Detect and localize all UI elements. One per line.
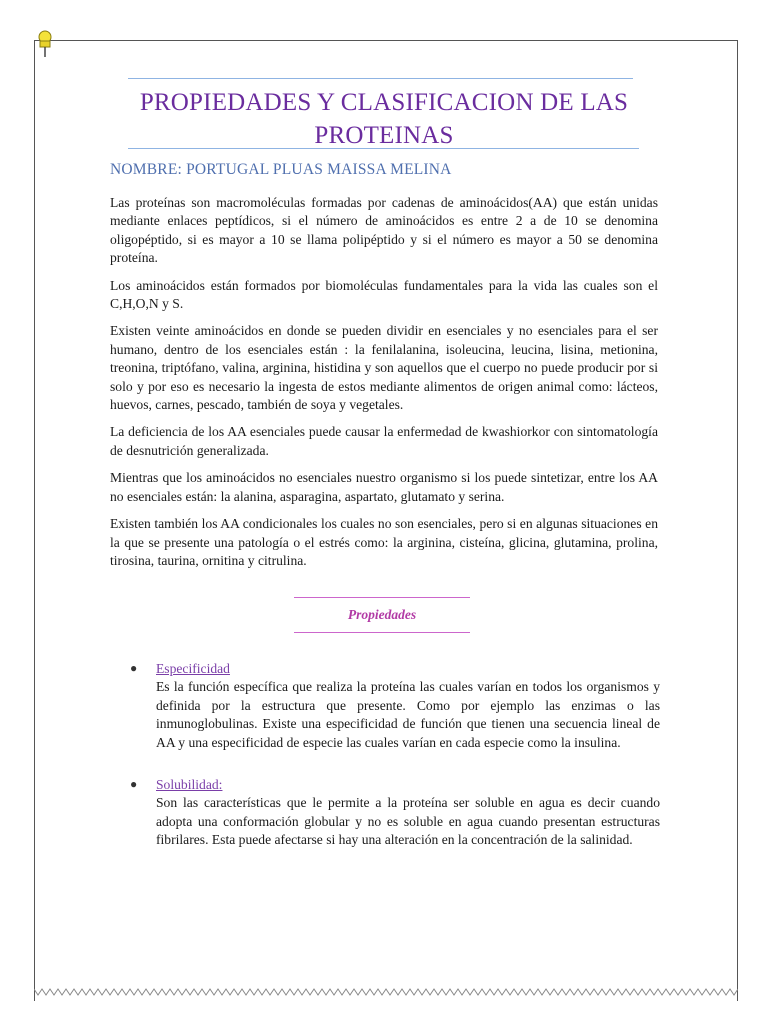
pushpin-icon[interactable] bbox=[33, 30, 57, 58]
property-title[interactable]: Solubilidad: bbox=[156, 777, 223, 793]
title-rule-bottom bbox=[128, 148, 639, 149]
section-heading-propiedades: Propiedades bbox=[294, 597, 470, 633]
paragraph: Mientras que los aminoácidos no esenciales nuestro organismo si los puede sintetizar, entre los AA no esenciales están: la alanina, asparagina, aspartato, glutamato y serina. bbox=[110, 470, 658, 504]
paragraph: Existen también los AA condicionales los cuales no son esenciales, pero si en algunas situaciones en la que se presente una patología o el estrés como: la arginina, cisteína, glicina, glutamina, prolina, tirosina, taurina, ornitina y citrulina. bbox=[110, 516, 658, 568]
property-title[interactable]: Especificidad bbox=[156, 661, 230, 676]
paragraph: Existen veinte aminoácidos en donde se pueden dividir en esenciales y no esenciales para el ser humano, dentro de los esenciales están : la fenilalanina, isoleucina, leucina, lisina, metionina, treonina, triptófano, valina, arginina, histidina y son aquellos que el cuerpo no puede producir por si solo y por eso es necesario la ingesta de estos mediante alimentos de origen animal como: lácteos, huevos, carnes, pescado, también de soya y vegetales. bbox=[110, 323, 658, 413]
paragraph: Las proteínas son macromoléculas formadas por cadenas de aminoácidos(AA) que están unidas mediante enlaces peptídicos, si el número de aminoácidos es entre 2 a de 10 se denomina oligopéptido, si es mayor a 10 se llama polipéptido y si el número es mayor a 50 se denomina proteína. bbox=[110, 195, 658, 266]
document-title: PROPIEDADES Y CLASIFICACION DE LAS PROTEINAS bbox=[139, 89, 629, 149]
bullet-icon: ● bbox=[130, 777, 138, 792]
title-rule-top bbox=[128, 78, 633, 79]
body-text bbox=[110, 194, 658, 579]
bullet-icon: ● bbox=[130, 661, 138, 675]
page-break-zigzag bbox=[34, 986, 738, 998]
author-name: NOMBRE: PORTUGAL PLUAS MAISSA MELINA bbox=[110, 161, 452, 178]
property-text: Son las características que le permite a la proteína ser soluble en agua es decir cuando adopta una conformación globular y no es soluble en agua cuando presentan estructuras fibrilares. Esta puede afectarse si hay una alteración en la concentración de la salinidad. bbox=[156, 795, 660, 848]
property-text: Es la función específica que realiza la proteína las cuales varían en todos los organismos y definida por la estructura que presente. Como por ejemplo las enzimas o las inmunoglobulinas. Existe una especificidad de función que tienen una secuencia lineal de AA y una especificidad de especie las cuales varían en cada especie como la insulina. bbox=[156, 679, 660, 750]
paragraph: Los aminoácidos están formados por biomoléculas fundamentales para la vida las cuales son el C,H,O,N y S. bbox=[110, 277, 658, 312]
list-item bbox=[130, 776, 660, 850]
list-item bbox=[130, 660, 660, 752]
properties-list bbox=[130, 660, 660, 874]
paragraph: La deficiencia de los AA esenciales puede causar la enfermedad de kwashiorkor con sintomatología de desnutrición generalizada. bbox=[110, 424, 658, 458]
